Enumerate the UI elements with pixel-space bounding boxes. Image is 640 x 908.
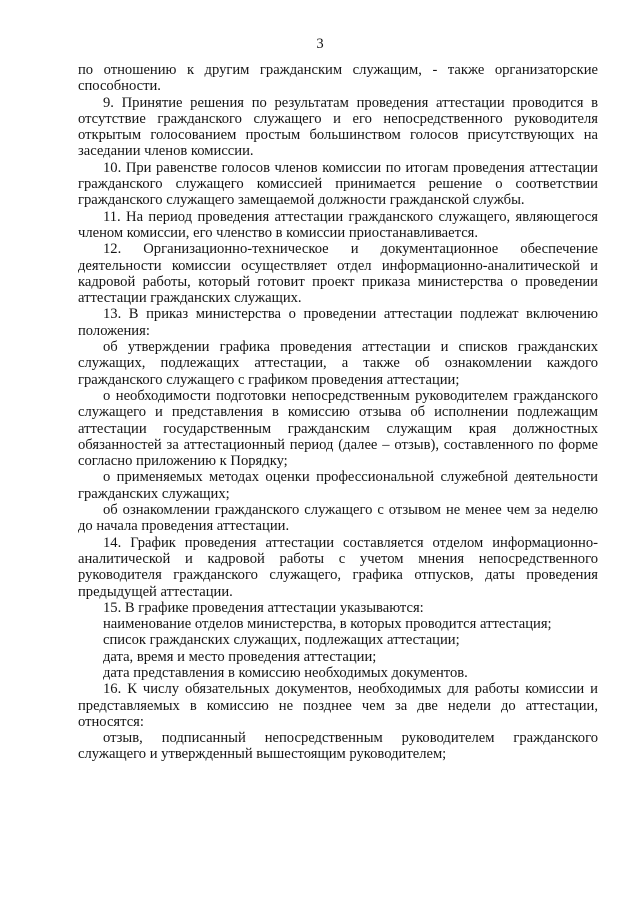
paragraph-continuation: по отношению к другим гражданским служащим, - также организаторские способности. [78,62,598,95]
paragraph-13-item-schedule: об утверждении графика проведения аттестации и списков гражданских служащих, подлежащих аттестации, а также об ознакомлении каждого гражданского служащего с графиком проведения аттестации; [78,339,598,388]
paragraph-11: 11. На период проведения аттестации гражданского служащего, являющегося членом комиссии, его членство в комиссии приостанавливается. [78,208,598,241]
paragraph-15-item-documents-date: дата представления в комиссию необходимых документов. [103,664,468,681]
paragraph-15-item-list: список гражданских служащих, подлежащих аттестации; [103,632,460,649]
document-body [78,62,598,763]
paragraph-9: 9. Принятие решения по результатам проведения аттестации проводится в отсутствие гражданского служащего и его непосредственного руководителя открытым голосованием простым большинством голосов присутствующих на заседании членов комиссии. [78,94,598,160]
paragraph-12: 12. Организационно-техническое и документационное обеспечение деятельности комиссии осуществляет отдел информационно-аналитической и кадровой работы, который готовит проект приказа министерства о проведении аттестации гражданских служащих. [78,241,598,307]
paragraph-14: 14. График проведения аттестации составляется отделом информационно-аналитической и кадровой работы с учетом мнения непосредственного руководителя гражданского служащего, графика отпусков, даты проведения предыдущей аттестации. [78,534,598,600]
paragraph-15-item-datetime: дата, время и место проведения аттестации; [103,648,377,665]
paragraph-15: 15. В графике проведения аттестации указываются: [103,599,424,616]
paragraph-13-item-methods: о применяемых методах оценки профессиональной служебной деятельности гражданских служащих; [78,469,598,502]
paragraph-13-item-review: о необходимости подготовки непосредственным руководителем гражданского служащего и представления в комиссию отзыва об исполнении подлежащим аттестации государственным гражданским служащим края должностных обязанностей за аттестационный период (далее – отзыв), составленного по форме согласно приложению к Порядку; [78,387,598,470]
paragraph-16-item-review: отзыв, подписанный непосредственным руководителем гражданского служащего и утвержденный вышестоящим руководителем; [78,730,598,763]
page-number: 3 [316,36,324,52]
paragraph-10: 10. При равенстве голосов членов комиссии по итогам проведения аттестации гражданского служащего комиссией принимается решение о соответствии гражданского служащего замещаемой должности гражданской службы. [78,159,598,209]
paragraph-13: 13. В приказ министерства о проведении аттестации подлежат включению положения: [78,306,598,339]
paragraph-13-item-acquaintance: об ознакомлении гражданского служащего с отзывом не менее чем за неделю до начала проведения аттестации. [78,502,598,535]
paragraph-15-item-departments: наименование отделов министерства, в которых проводится аттестация; [103,616,552,633]
paragraph-16: 16. К числу обязательных документов, необходимых для работы комиссии и представляемых в комиссию не позднее чем за две недели до аттестации, относятся: [78,681,598,730]
